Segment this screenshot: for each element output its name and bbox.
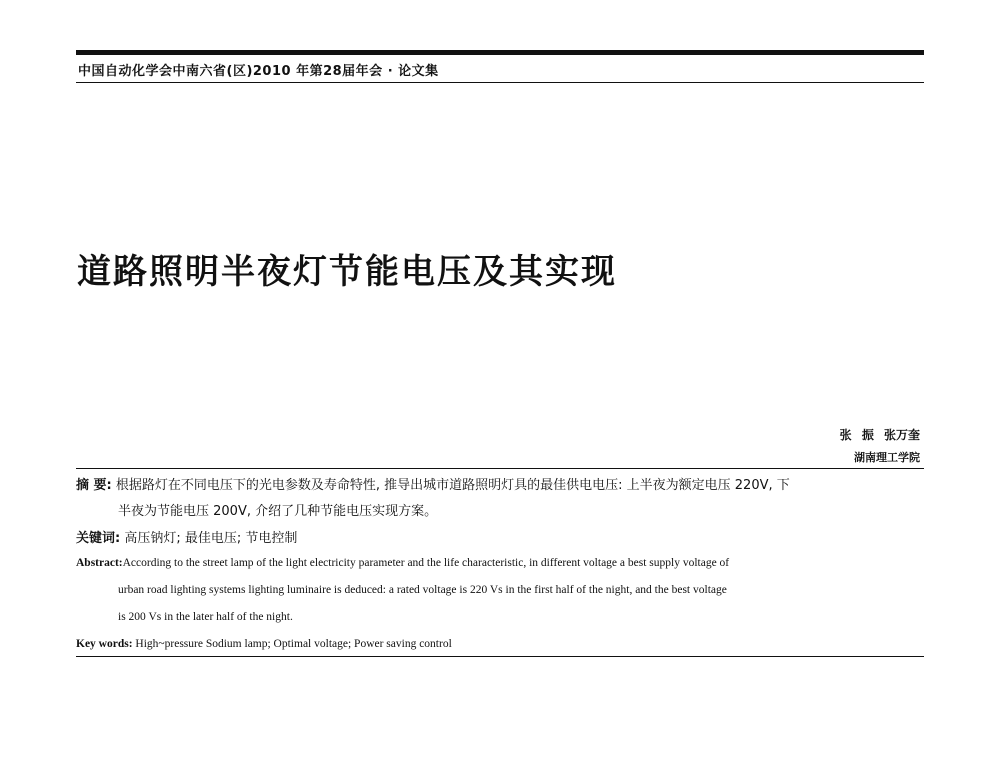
authors: 张 振 张万奎 [839, 428, 920, 442]
abstract-top-rule [76, 468, 924, 469]
abstract-cn-line-2 [118, 500, 966, 519]
keywords-en [76, 638, 452, 650]
paper-title: 道路照明半夜灯节能电压及其实现 [77, 252, 617, 292]
header-top-rule [76, 50, 924, 55]
abstract-cn-label: 摘 要: [76, 478, 112, 493]
abstract-en-text-1: According to the street lamp of the light electricity parameter and the life characteristic, in different voltage a best supply voltage of [122, 557, 730, 569]
abstract-cn-text-2: 半夜为节能电压 200V, 介绍了几种节能电压实现方案。 [118, 504, 438, 519]
abstract-en-label: Abstract: [76, 557, 123, 569]
header-bottom-rule [76, 82, 924, 83]
abstract-en-line-1 [76, 557, 729, 569]
abstract-cn-text-1: 根据路灯在不同电压下的光电参数及寿命特性, 推导出城市道路照明灯具的最佳供电电压: 上半夜为额定电压 220V, 下 [115, 478, 790, 493]
keywords-en-text: High~pressure Sodium lamp; Optimal voltage; Power saving control [135, 638, 452, 650]
proceedings-header: 中国自动化学会中南六省(区)2010 年第28届年会 · 论文集 [78, 64, 439, 79]
affiliation: 湖南理工学院 [854, 451, 920, 464]
keywords-cn-label: 关键词: [76, 531, 121, 546]
keywords-en-label: Key words: [76, 638, 133, 650]
abstract-bottom-rule [76, 656, 924, 657]
abstract-en-line-3: is 200 Vs in the later half of the night. [118, 611, 293, 623]
abstract-cn-line-1 [76, 474, 924, 493]
keywords-cn-text: 高压钠灯; 最佳电压; 节电控制 [124, 531, 298, 546]
abstract-en-line-2: urban road lighting systems lighting luminaire is deduced: a rated voltage is 220 Vs in the first half of the night, and the best voltage [118, 584, 727, 596]
keywords-cn [76, 527, 924, 546]
